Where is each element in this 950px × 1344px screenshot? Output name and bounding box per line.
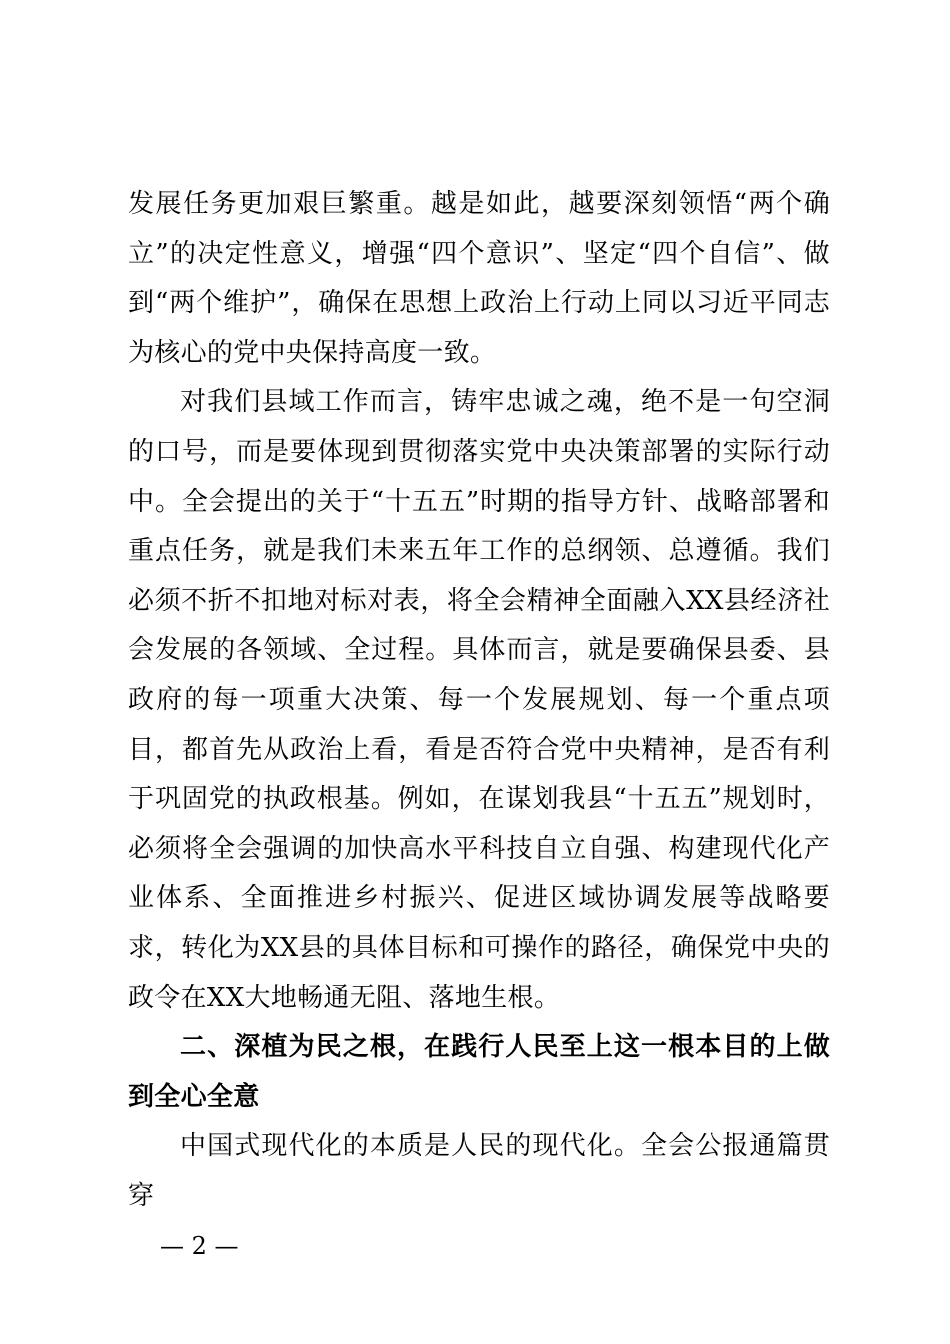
section-heading: 二、深植为民之根，在践行人民至上这一根本目的上做到全心全意 bbox=[128, 1032, 830, 1112]
document-body bbox=[128, 180, 830, 1221]
paragraph-continuation: 发展任务更加艰巨繁重。越是如此，越要深刻领悟“两个确立”的决定性意义，增强“四个意识”、坚定“四个自信”、做到“两个维护”，确保在思想上政治上行动上同以习近平同志为核心的党中央保持高度一致。 bbox=[128, 189, 830, 368]
paragraph-modernization: 中国式现代化的本质是人民的现代化。全会公报通篇贯穿 bbox=[128, 1131, 830, 1211]
page-number: — 2 — bbox=[160, 1232, 239, 1260]
paragraph-county-work: 对我们县域工作而言，铸牢忠诚之魂，绝不是一句空洞的口号，而是要体现到贯彻落实党中央决策部署的实际行动中。全会提出的关于“十五五”时期的指导方针、战略部署和重点任务，就是我们未来五年工作的总纲领、总遵循。我们必须不折不扣地对标对表，将全会精神全面融入XX县经济社会发展的各领域、全过程。具体而言，就是要确保县委、县政府的每一项重大决策、每一个发展规划、每一个重点项目，都首先从政治上看，看是否符合党中央精神，是否有利于巩固党的执政根基。例如，在谋划我县“十五五”规划时，必须将全会强调的加快高水平科技自立自强、构建现代化产业体系、全面推进乡村振兴、促进区域协调发展等战略要求，转化为XX县的具体目标和可操作的路径，确保党中央的政令在XX大地畅通无阻、落地生根。 bbox=[128, 387, 830, 1013]
